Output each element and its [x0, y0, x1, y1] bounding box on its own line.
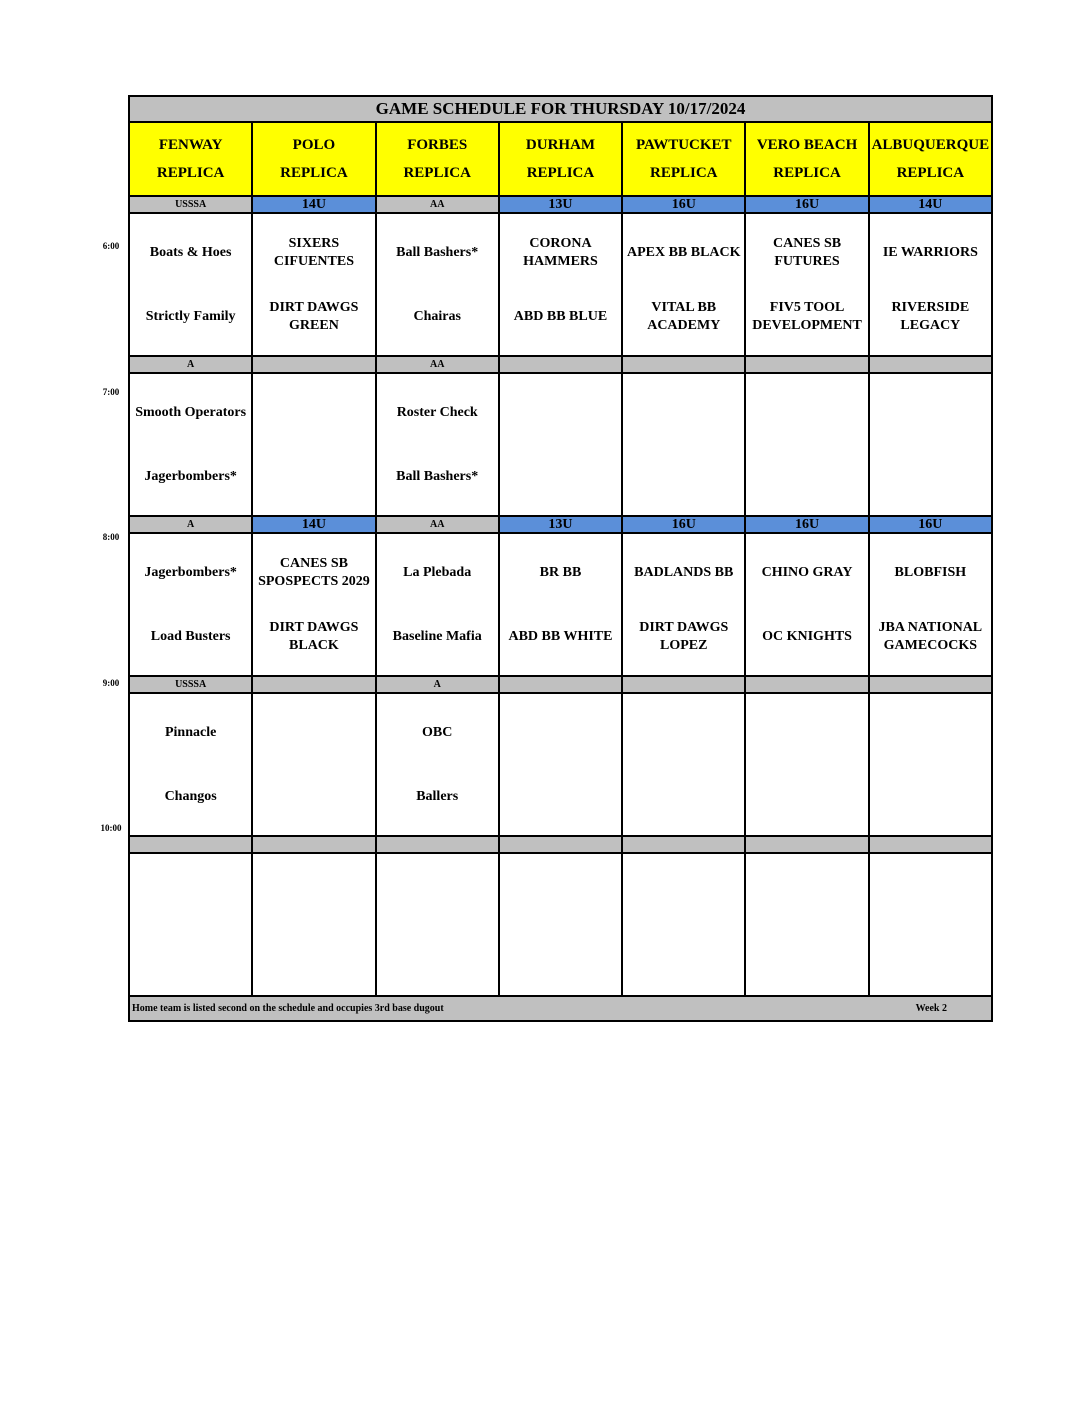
footer-row	[129, 996, 992, 1021]
field-subtitle: REPLICA	[280, 165, 348, 181]
home-team: Load Busters	[150, 628, 231, 644]
away-team: OBC	[422, 724, 453, 740]
game-cell	[622, 373, 745, 516]
field-name: FORBES	[407, 137, 468, 153]
away-team: CANES SB FUTURES	[773, 235, 842, 269]
home-team	[500, 765, 621, 829]
field-header	[622, 122, 745, 196]
game-cell	[376, 853, 499, 996]
game-cell	[869, 533, 992, 676]
home-team	[746, 445, 867, 509]
away-team	[870, 861, 991, 925]
away-team: La Plebada	[403, 564, 472, 580]
field-subtitle: REPLICA	[773, 165, 841, 181]
division-cell: AA	[376, 356, 499, 373]
game-cell	[622, 213, 745, 356]
schedule-table	[128, 95, 993, 1022]
field-name: VERO BEACH	[756, 137, 858, 153]
away-team: BR BB	[539, 564, 582, 580]
away-team: SIXERS CIFUENTES	[273, 235, 354, 269]
game-cell	[376, 693, 499, 836]
away-team: BLOBFISH	[894, 564, 967, 580]
game-row	[129, 373, 992, 516]
game-cell	[745, 533, 868, 676]
game-cell	[499, 693, 622, 836]
game-cell	[252, 213, 375, 356]
age-group-cell: 16U	[622, 196, 745, 213]
game-cell	[252, 373, 375, 516]
home-team	[623, 765, 744, 829]
age-group-cell: 14U	[869, 196, 992, 213]
field-header-row	[129, 122, 992, 196]
game-cell	[129, 213, 252, 356]
division-cell: A	[376, 676, 499, 693]
game-cell	[252, 533, 375, 676]
division-cell: A	[129, 516, 252, 533]
field-header	[499, 122, 622, 196]
field-header	[376, 122, 499, 196]
home-team	[253, 445, 374, 509]
home-team	[253, 925, 374, 989]
footer-cell	[129, 996, 992, 1021]
home-team	[623, 445, 744, 509]
home-team	[623, 925, 744, 989]
home-team: Ball Bashers*	[396, 468, 479, 484]
field-header	[252, 122, 375, 196]
time-label: 9:00	[102, 678, 120, 688]
game-cell	[252, 853, 375, 996]
game-cell	[622, 693, 745, 836]
schedule-title: GAME SCHEDULE FOR THURSDAY 10/17/2024	[129, 96, 992, 122]
away-team	[253, 701, 374, 765]
home-team	[500, 445, 621, 509]
division-cell	[499, 836, 622, 853]
game-cell	[376, 533, 499, 676]
division-cell	[252, 676, 375, 693]
field-name: DURHAM	[525, 137, 596, 153]
game-row	[129, 533, 992, 676]
time-label: 7:00	[102, 387, 120, 397]
age-group-cell: 14U	[252, 516, 375, 533]
field-name: FENWAY	[158, 137, 223, 153]
age-group-cell: 13U	[499, 196, 622, 213]
game-cell	[869, 693, 992, 836]
away-team: IE WARRIORS	[882, 244, 978, 260]
division-cell: AA	[376, 516, 499, 533]
field-name: PAWTUCKET	[635, 137, 732, 153]
division-cell	[622, 356, 745, 373]
home-team: Jagerbombers*	[144, 468, 237, 484]
division-cell: A	[129, 356, 252, 373]
game-cell	[129, 373, 252, 516]
field-header	[869, 122, 992, 196]
game-cell	[129, 533, 252, 676]
age-group-cell: 16U	[622, 516, 745, 533]
game-cell	[869, 853, 992, 996]
field-subtitle: REPLICA	[403, 165, 471, 181]
division-cell	[129, 836, 252, 853]
division-row	[129, 836, 992, 853]
away-team: Jagerbombers*	[144, 564, 237, 580]
field-name: POLO	[292, 137, 336, 153]
field-header	[745, 122, 868, 196]
home-team	[870, 445, 991, 509]
home-team: Changos	[164, 788, 217, 804]
home-team: Ballers	[416, 788, 459, 804]
footer-note: Home team is listed second on the schedule and occupies 3rd base dugout	[132, 1003, 444, 1014]
game-cell	[376, 373, 499, 516]
field-header	[129, 122, 252, 196]
away-team	[623, 701, 744, 765]
division-cell	[869, 676, 992, 693]
division-row	[129, 516, 992, 533]
age-group-cell: 16U	[745, 516, 868, 533]
game-cell	[376, 213, 499, 356]
game-row	[129, 213, 992, 356]
field-subtitle: REPLICA	[896, 165, 965, 181]
division-cell	[622, 676, 745, 693]
home-team: OC KNIGHTS	[762, 628, 852, 644]
home-team	[130, 925, 251, 989]
game-cell	[622, 533, 745, 676]
game-cell	[745, 693, 868, 836]
game-cell	[622, 853, 745, 996]
home-team: FIV5 TOOL DEVELOPMENT	[752, 299, 862, 333]
home-team: VITAL BB ACADEMY	[647, 299, 721, 333]
division-cell	[745, 836, 868, 853]
away-team: Boats & Hoes	[149, 244, 232, 260]
away-team	[500, 381, 621, 445]
game-cell	[745, 853, 868, 996]
division-cell	[869, 836, 992, 853]
age-group-cell: 13U	[499, 516, 622, 533]
away-team: Ball Bashers*	[396, 244, 479, 260]
field-subtitle: REPLICA	[650, 165, 718, 181]
game-cell	[499, 853, 622, 996]
home-team: DIRT DAWGS GREEN	[269, 299, 359, 333]
division-cell	[745, 356, 868, 373]
division-cell	[499, 356, 622, 373]
home-team: Strictly Family	[145, 308, 236, 324]
game-cell	[869, 213, 992, 356]
division-cell	[622, 836, 745, 853]
away-team: CANES SB SPOSPECTS 2029	[258, 555, 370, 589]
game-cell	[499, 533, 622, 676]
home-team	[870, 925, 991, 989]
week-label: Week 2	[915, 1003, 947, 1014]
division-cell: USSSA	[129, 676, 252, 693]
time-label: 10:00	[100, 823, 122, 833]
away-team	[253, 381, 374, 445]
title-row	[129, 96, 992, 122]
division-row	[129, 676, 992, 693]
home-team: ABD BB WHITE	[508, 628, 613, 644]
age-group-cell: 14U	[252, 196, 375, 213]
game-cell	[129, 853, 252, 996]
field-subtitle: REPLICA	[156, 165, 225, 181]
home-team: Baseline Mafia	[392, 628, 482, 644]
away-team	[377, 861, 498, 925]
division-cell	[499, 676, 622, 693]
home-team	[746, 765, 867, 829]
division-cell: USSSA	[129, 196, 252, 213]
field-name: ALBUQUERQUE	[871, 137, 990, 153]
away-team: Pinnacle	[164, 724, 217, 740]
away-team: APEX BB BLACK	[626, 244, 741, 260]
away-team	[500, 861, 621, 925]
home-team: Chairas	[413, 308, 461, 324]
away-team	[746, 381, 867, 445]
game-row	[129, 693, 992, 836]
age-group-cell: 16U	[869, 516, 992, 533]
away-team	[746, 701, 867, 765]
game-cell	[499, 373, 622, 516]
division-cell	[376, 836, 499, 853]
game-row	[129, 853, 992, 996]
away-team	[870, 381, 991, 445]
game-cell	[252, 693, 375, 836]
away-team	[623, 381, 744, 445]
home-team: RIVERSIDE LEGACY	[891, 299, 970, 333]
division-cell	[869, 356, 992, 373]
game-cell	[129, 693, 252, 836]
away-team	[253, 861, 374, 925]
game-cell	[869, 373, 992, 516]
time-label: 6:00	[102, 241, 120, 251]
age-group-cell: 16U	[745, 196, 868, 213]
home-team	[746, 925, 867, 989]
division-cell	[252, 356, 375, 373]
division-cell: AA	[376, 196, 499, 213]
home-team	[377, 925, 498, 989]
away-team: CORONA HAMMERS	[523, 235, 598, 269]
away-team	[870, 701, 991, 765]
division-cell	[745, 676, 868, 693]
home-team	[500, 925, 621, 989]
home-team	[870, 765, 991, 829]
division-row	[129, 356, 992, 373]
game-cell	[499, 213, 622, 356]
home-team: JBA NATIONAL GAMECOCKS	[878, 619, 983, 653]
away-team	[500, 701, 621, 765]
away-team: CHINO GRAY	[761, 564, 853, 580]
division-row	[129, 196, 992, 213]
home-team	[253, 765, 374, 829]
home-team: ABD BB BLUE	[513, 308, 608, 324]
game-cell	[745, 213, 868, 356]
away-team: BADLANDS BB	[634, 564, 734, 580]
division-cell	[252, 836, 375, 853]
away-team: Roster Check	[396, 404, 478, 420]
field-subtitle: REPLICA	[526, 165, 595, 181]
away-team: Smooth Operators	[135, 404, 247, 420]
away-team	[130, 861, 251, 925]
time-label: 8:00	[102, 532, 120, 542]
home-team: DIRT DAWGS LOPEZ	[639, 619, 729, 653]
home-team: DIRT DAWGS BLACK	[269, 619, 359, 653]
away-team	[746, 861, 867, 925]
game-cell	[745, 373, 868, 516]
away-team	[623, 861, 744, 925]
